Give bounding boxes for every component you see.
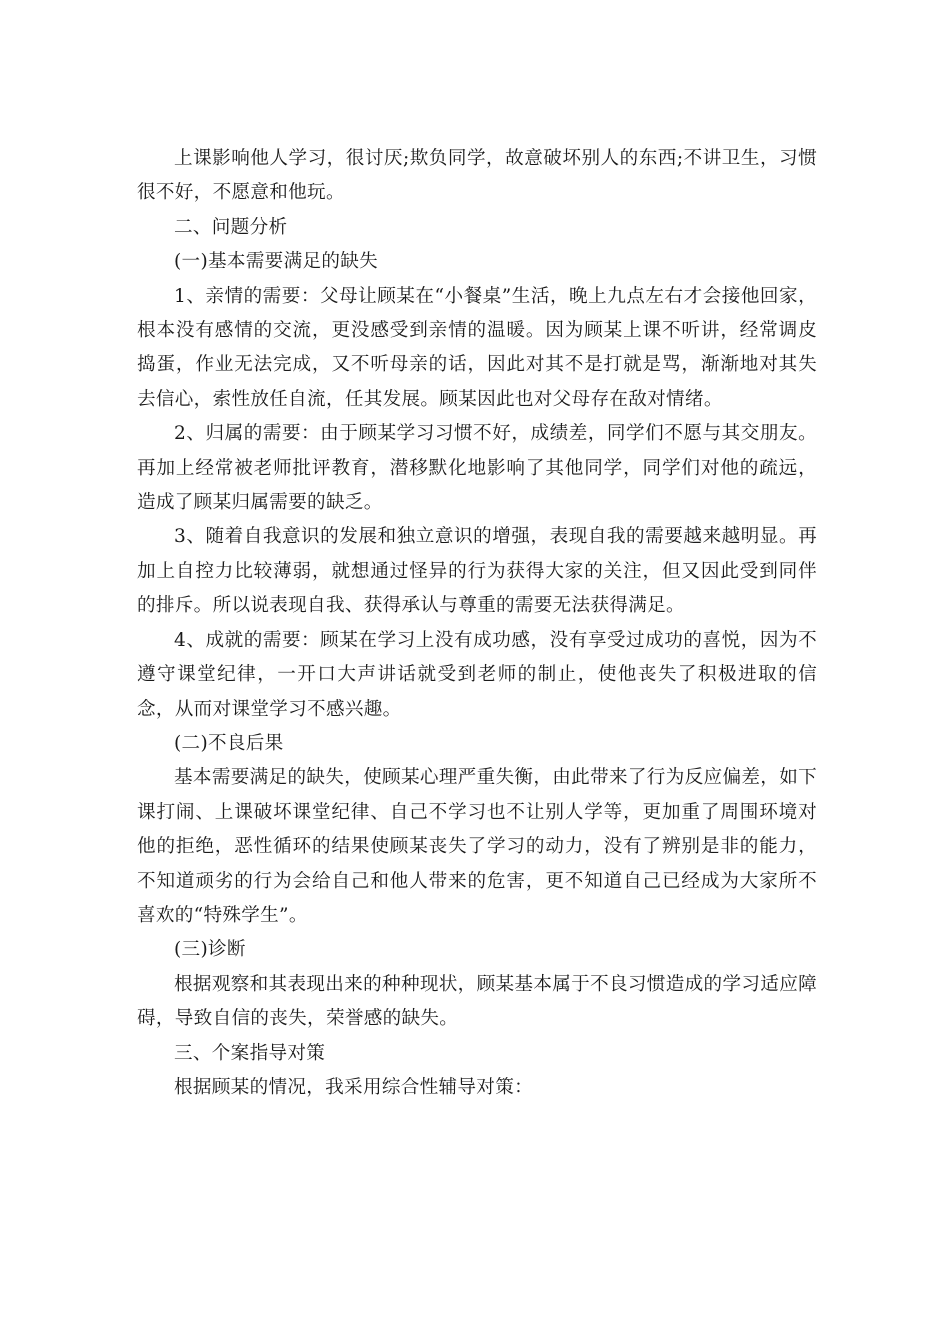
paragraph-consequences: 基本需要满足的缺失，使顾某心理严重失衡，由此带来了行为反应偏差，如下课打闹、上课破坏课堂纪律、自己不学习也不让别人学等，更加重了周围环境对他的拒绝，恶性循环的结果使顾某丧失了学习的动力，没有了辨别是非的能力，不知道顽劣的行为会给自己和他人带来的危害，更不知道自己已经成为大家所不喜欢的“特殊学生”。 [137, 767, 817, 926]
paragraph-strategy-intro: 根据顾某的情况，我采用综合性辅导对策： [174, 1076, 533, 1098]
paragraph-need-achievement: 4、成就的需要：顾某在学习上没有成功感，没有享受过成功的喜悦，因为不遵守课堂纪律，一开口大声讲话就受到老师的制止，使他丧失了积极进取的信念，从而对课堂学习不感兴趣。 [137, 629, 817, 720]
heading-guidance-strategy: 三、个案指导对策 [174, 1042, 326, 1064]
paragraph-need-belonging: 2、归属的需要：由于顾某学习习惯不好，成绩差，同学们不愿与其交朋友。再加上经常被老师批评教育，潜移默化地影响了其他同学，同学们对他的疏远，造成了顾某归属需要的缺乏。 [137, 423, 817, 514]
subheading-diagnosis: (三)诊断 [174, 939, 246, 961]
heading-problem-analysis: 二、问题分析 [174, 216, 288, 238]
paragraph-need-self-expression: 3、随着自我意识的发展和独立意识的增强，表现自我的需要越来越明显。再加上自控力比较薄弱，就想通过怪异的行为获得大家的关注，但又因此受到同伴的排斥。所以说表现自我、获得承认与尊重的需要无法获得满足。 [137, 526, 817, 617]
paragraph-behavior-complaints: 上课影响他人学习，很讨厌;欺负同学，故意破坏别人的东西;不讲卫生，习惯很不好，不愿意和他玩。 [137, 148, 817, 204]
document-body [137, 142, 817, 1105]
paragraph-need-affection: 1、亲情的需要：父母让顾某在“小餐桌”生活，晚上九点左右才会接他回家，根本没有感情的交流，更没感受到亲情的温暖。因为顾某上课不听讲，经常调皮捣蛋，作业无法完成，又不听母亲的话，因此对其不是打就是骂，渐渐地对其失去信心，索性放任自流，任其发展。顾某因此也对父母存在敌对情绪。 [137, 285, 817, 410]
paragraph-diagnosis: 根据观察和其表现出来的种种现状，顾某基本属于不良习惯造成的学习适应障碍，导致自信的丧失，荣誉感的缺失。 [137, 973, 817, 1030]
subheading-consequences: (二)不良后果 [174, 732, 284, 754]
subheading-basic-needs: (一)基本需要满足的缺失 [174, 251, 379, 273]
